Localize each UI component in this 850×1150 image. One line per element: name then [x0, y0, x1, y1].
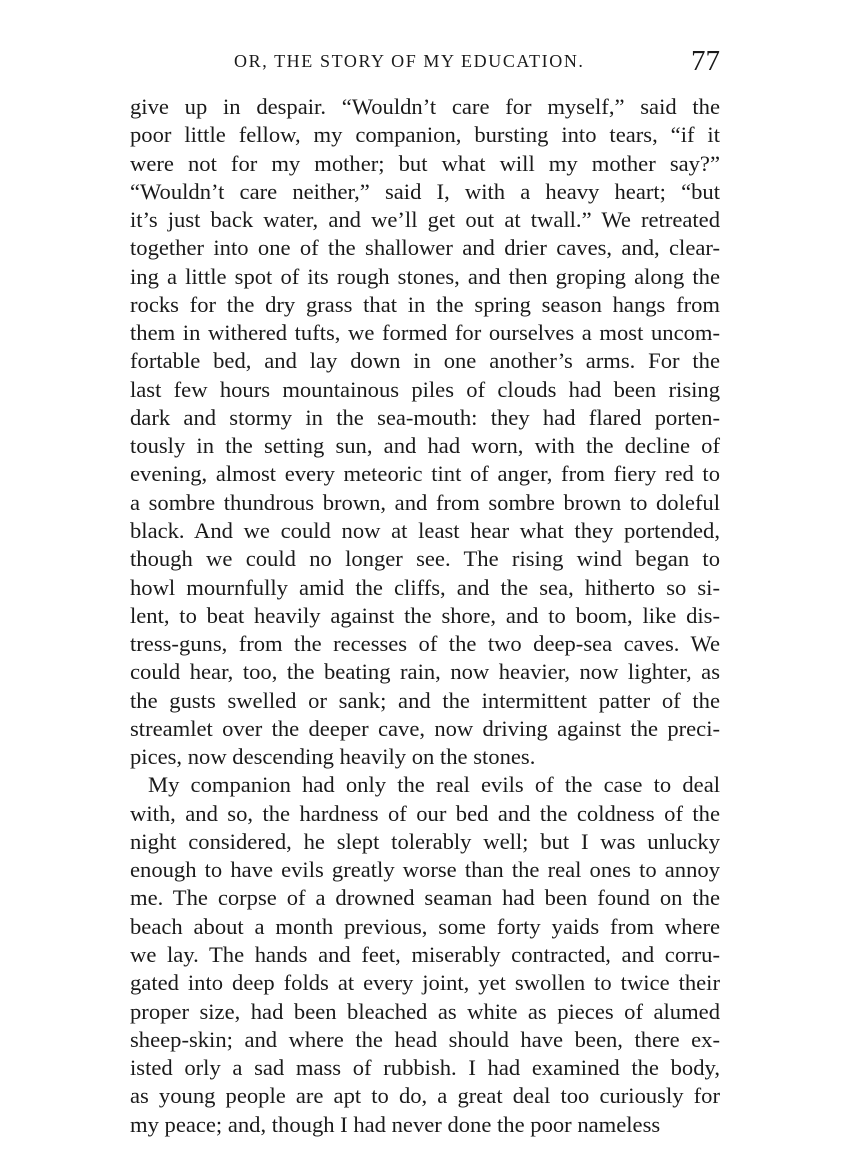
text-line: ing a little spot of its rough stones, and then groping along the [130, 263, 720, 289]
text-line: “Wouldn’t care neither,” said I, with a heavy heart; “but [130, 178, 720, 204]
text-line: streamlet over the deeper cave, now driving against the preci- [130, 715, 720, 741]
text-line: me. The corpse of a drowned seaman had been found on the [130, 885, 720, 911]
text-line: rocks for the dry grass that in the spring season hangs from [130, 291, 720, 317]
text-line: the gusts swelled or sank; and the intermittent patter of the [130, 687, 720, 713]
text-line: sheep-skin; and where the head should have been, there ex- [130, 1026, 720, 1052]
text-line: could hear, too, the beating rain, now heavier, now lighter, as [130, 659, 720, 685]
text-line: fortable bed, and lay down in one another’s arms. For the [130, 348, 720, 374]
text-line: night considered, he slept tolerably well; but I was unlucky [130, 828, 720, 854]
running-head [130, 47, 720, 81]
text-line: my peace; and, though I had never done the poor nameless [130, 1111, 661, 1137]
text-line: we lay. The hands and feet, miserably contracted, and corru- [130, 941, 720, 967]
text-line: evening, almost every meteoric tint of anger, from fiery red to [130, 461, 720, 487]
text-line: were not for my mother; but what will my mother say?” [130, 150, 720, 176]
text-line: poor little fellow, my companion, bursting into tears, “if it [130, 122, 720, 148]
text-line: isted orly a sad mass of rubbish. I had examined the body, [130, 1055, 720, 1081]
text-line: tress-guns, from the recesses of the two deep-sea caves. We [130, 631, 720, 657]
page-number: 77 [691, 45, 720, 77]
text-line: howl mournfully amid the cliffs, and the sea, hitherto so si- [130, 574, 720, 600]
text-line: black. And we could now at least hear what they portended, [130, 517, 720, 543]
text-line: dark and stormy in the sea-mouth: they had flared porten- [130, 404, 720, 430]
text-line: with, and so, the hardness of our bed and the coldness of the [130, 800, 720, 826]
text-line: together into one of the shallower and drier caves, and, clear- [130, 235, 720, 261]
running-title: OR, THE STORY OF MY EDUCATION. [234, 51, 585, 71]
text-line: pices, now descending heavily on the stones. [130, 744, 536, 770]
text-line: gated into deep folds at every joint, yet swollen to twice their [130, 970, 720, 996]
text-line: last few hours mountainous piles of clouds had been rising [130, 376, 720, 402]
paragraph [130, 771, 720, 1138]
text-line: as young people are apt to do, a great deal too curiously for [130, 1083, 720, 1109]
text-line: it’s just back water, and we’ll get out at twall.” We retreated [130, 207, 720, 233]
text-line: beach about a month previous, some forty yaids from where [130, 913, 720, 939]
text-line: My companion had only the real evils of the case to deal [148, 772, 720, 798]
body-text [130, 93, 720, 1139]
text-line: give up in despair. “Wouldn’t care for myself,” said the [130, 94, 720, 119]
text-line: tously in the setting sun, and had worn, with the decline of [130, 433, 720, 459]
text-line: lent, to beat heavily against the shore, and to boom, like dis- [130, 602, 720, 628]
text-line: though we could no longer see. The rising wind began to [130, 546, 720, 572]
text-line: them in withered tufts, we formed for ourselves a most uncom- [130, 320, 720, 346]
text-line: proper size, had been bleached as white as pieces of alumed [130, 998, 720, 1024]
paragraph [130, 93, 720, 771]
text-line: enough to have evils greatly worse than the real ones to annoy [130, 857, 720, 883]
text-line: a sombre thundrous brown, and from sombre brown to doleful [130, 489, 720, 515]
